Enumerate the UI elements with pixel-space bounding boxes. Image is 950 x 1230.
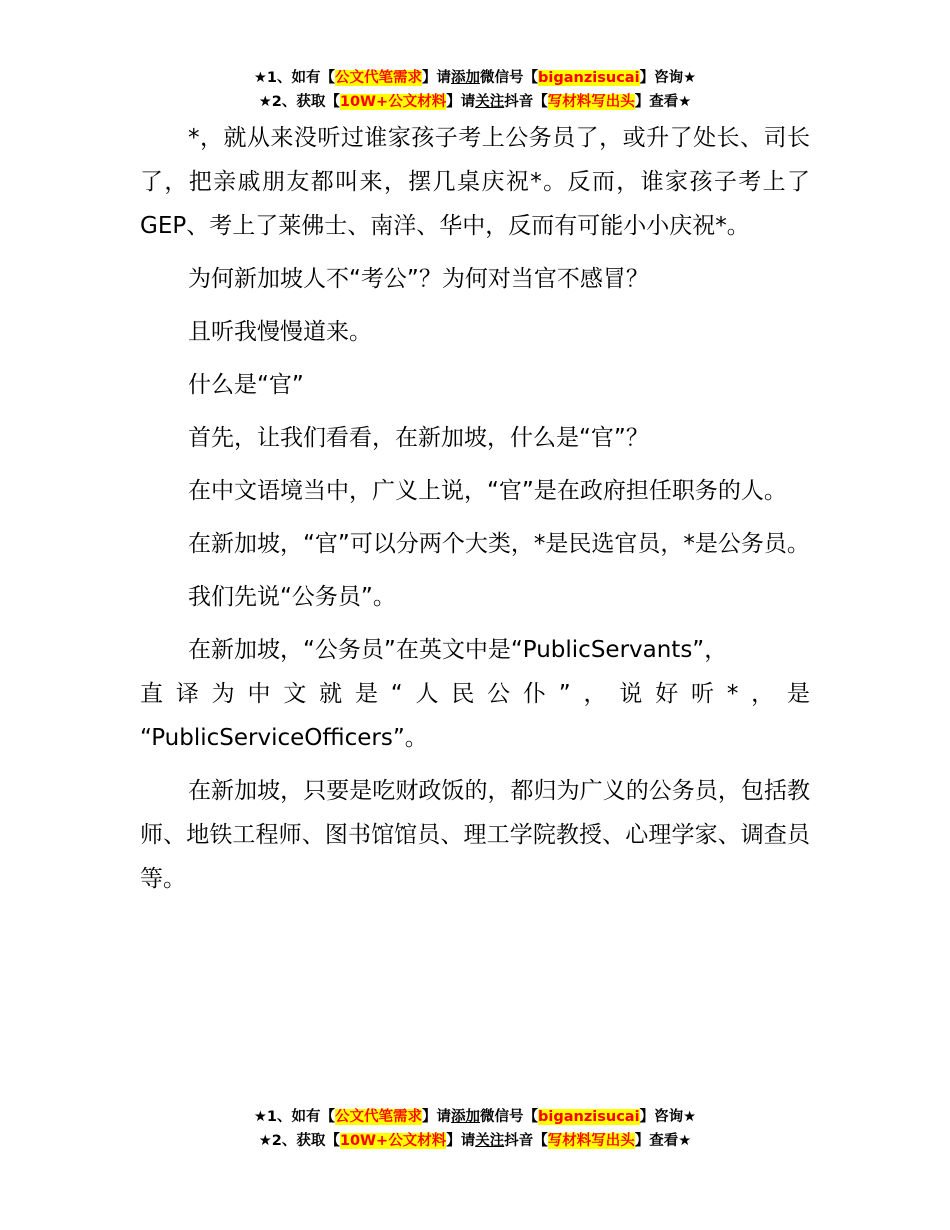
banner-text: 】查看★ bbox=[634, 1133, 692, 1149]
banner-highlight: 公文代笔需求 bbox=[335, 1109, 423, 1125]
banner-text: 】咨询★ bbox=[639, 70, 697, 86]
paragraph: 首先，让我们看看，在新加坡，什么是“官”？ bbox=[188, 425, 649, 451]
paragraph: 在新加坡，“官”可以分两个大类，*是民选官员，*是公务员。 bbox=[188, 531, 810, 557]
banner-text: 】请 bbox=[446, 94, 476, 110]
banner-text: 微信号【 bbox=[480, 70, 539, 86]
paragraph: *，就从来没听过谁家孩子考上公务员了，或升了处长、司长了，把亲戚朋友都叫来，摆几桌庆祝*。反而，谁家孩子考上了GEP、考上了莱佛士、南洋、华中，反而有可能小小庆祝*。 bbox=[140, 125, 810, 239]
banner-text: 微信号【 bbox=[480, 1109, 539, 1125]
paragraph: 为何新加坡人不“考公”？为何对当官不感冒？ bbox=[188, 266, 649, 292]
banner-text: 】查看★ bbox=[634, 94, 692, 110]
document-body bbox=[140, 116, 810, 910]
banner-underlined: 添加 bbox=[451, 70, 481, 86]
banner-text: 】请 bbox=[422, 1109, 452, 1125]
banner-line-2 bbox=[0, 1129, 950, 1153]
header-banner bbox=[0, 66, 950, 114]
banner-text: ★2、获取【 bbox=[258, 1133, 340, 1149]
banner-text: 】咨询★ bbox=[639, 1109, 697, 1125]
banner-underlined: 关注 bbox=[475, 94, 505, 110]
banner-text: 】请 bbox=[446, 1133, 476, 1149]
paragraph: 我们先说“公务员”。 bbox=[188, 584, 396, 610]
banner-highlight: 10W+公文材料 bbox=[339, 94, 447, 110]
banner-text: ★1、如有【 bbox=[253, 70, 336, 86]
footer-banner bbox=[0, 1105, 950, 1153]
section-heading: 什么是“官” bbox=[188, 372, 304, 398]
banner-text: 抖音【 bbox=[504, 1133, 548, 1149]
banner-highlight: biganzisucai bbox=[538, 70, 640, 86]
paragraph: 直译为中文就是“人民公仆”，说好听*，是 bbox=[140, 681, 810, 707]
banner-text: 抖音【 bbox=[504, 94, 548, 110]
banner-highlight: 写材料写出头 bbox=[547, 1133, 635, 1149]
banner-text: ★2、获取【 bbox=[258, 94, 340, 110]
paragraph: 在新加坡，只要是吃财政饭的，都归为广义的公务员，包括教师、地铁工程师、图书馆馆员、理工学院教授、心理学家、调查员等。 bbox=[140, 778, 810, 892]
banner-underlined: 添加 bbox=[451, 1109, 481, 1125]
banner-highlight: biganzisucai bbox=[538, 1109, 640, 1125]
banner-text: 】请 bbox=[422, 70, 452, 86]
banner-text: ★1、如有【 bbox=[253, 1109, 336, 1125]
paragraph: 在中文语境当中，广义上说，“官”是在政府担任职务的人。 bbox=[188, 478, 787, 504]
banner-highlight: 10W+公文材料 bbox=[339, 1133, 447, 1149]
paragraph: 在新加坡，“公务员”在英文中是“PublicServants”， bbox=[188, 637, 728, 663]
banner-line-2 bbox=[0, 90, 950, 114]
banner-line-1 bbox=[0, 66, 950, 90]
banner-underlined: 关注 bbox=[475, 1133, 505, 1149]
paragraph: 且听我慢慢道来。 bbox=[188, 319, 372, 345]
paragraph: “PublicServiceOfficers”。 bbox=[140, 725, 428, 751]
banner-highlight: 写材料写出头 bbox=[547, 94, 635, 110]
banner-highlight: 公文代笔需求 bbox=[335, 70, 423, 86]
banner-line-1 bbox=[0, 1105, 950, 1129]
